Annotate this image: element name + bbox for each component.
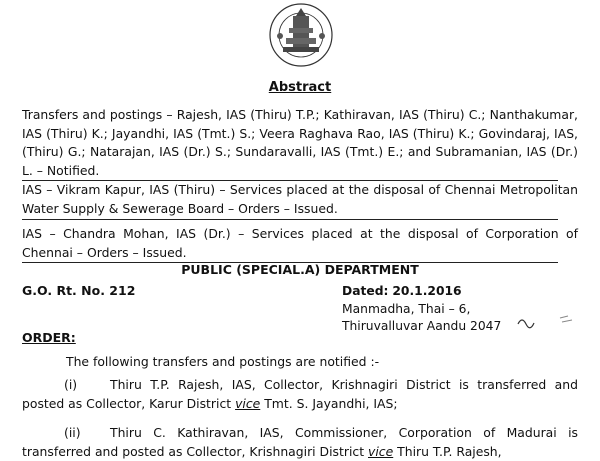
item-number: (ii)	[64, 425, 81, 440]
date-block	[342, 283, 501, 336]
handwritten-mark-icon	[516, 314, 576, 330]
order-intro: The following transfers and postings are notified :-	[66, 354, 380, 369]
tamil-date: Manmadha, Thai – 6,	[342, 301, 471, 316]
order-item	[22, 376, 578, 413]
item-text: Thiru T.P. Rajesh, IAS, Collector, Krishnagiri District is transferred and posted as Collector, Karur District	[22, 377, 578, 411]
abstract-paragraph-2: IAS – Vikram Kapur, IAS (Thiru) – Services placed at the disposal of Chennai Metropolitan Water Supply & Sewerage Board – Orders – Issued.	[22, 182, 578, 216]
dated-value: 20.1.2016	[392, 284, 462, 298]
item-number: (i)	[64, 377, 78, 392]
tamil-nadu-emblem-icon	[258, 2, 344, 72]
vice-text: vice	[235, 395, 261, 411]
department-heading: PUBLIC (SPECIAL.A) DEPARTMENT	[181, 262, 419, 277]
abstract-title: Abstract	[268, 80, 332, 95]
item-text: Thiru C. Kathiravan, IAS, Commissioner, Corporation of Madurai is transferred and posted as Collector, Krishnagiri District	[22, 425, 578, 459]
dated-label: Dated:	[342, 284, 389, 298]
item-text: Tmt. S. Jayandhi, IAS;	[260, 395, 398, 411]
abstract-paragraph-3: IAS – Chandra Mohan, IAS (Dr.) – Services placed at the disposal of Corporation of Chennai – Orders – Issued.	[22, 226, 578, 260]
order-item	[22, 424, 578, 461]
go-number: G.O. Rt. No. 212	[22, 283, 136, 298]
thiruvalluvar-year: Thiruvalluvar Aandu 2047	[342, 319, 502, 333]
order-label: ORDER:	[22, 330, 76, 345]
vice-text: vice	[368, 443, 394, 459]
item-text: Thiru T.P. Rajesh,	[393, 443, 502, 459]
divider	[22, 219, 558, 220]
abstract-paragraph-1: Transfers and postings – Rajesh, IAS (Thiru) T.P.; Kathiravan, IAS (Thiru) C.; Nanthakumar, IAS (Thiru) K.; Jayandhi, IAS (Tmt.) S.; Veera Raghava Rao, IAS (Thiru) K.; Govindaraj, IAS, (Thiru) G.; Natarajan, IAS (Dr.) S.; Sundaravalli, IAS (Tmt.) E.; and Subramanian, IAS (Dr.) L. – Notified.	[22, 107, 578, 178]
